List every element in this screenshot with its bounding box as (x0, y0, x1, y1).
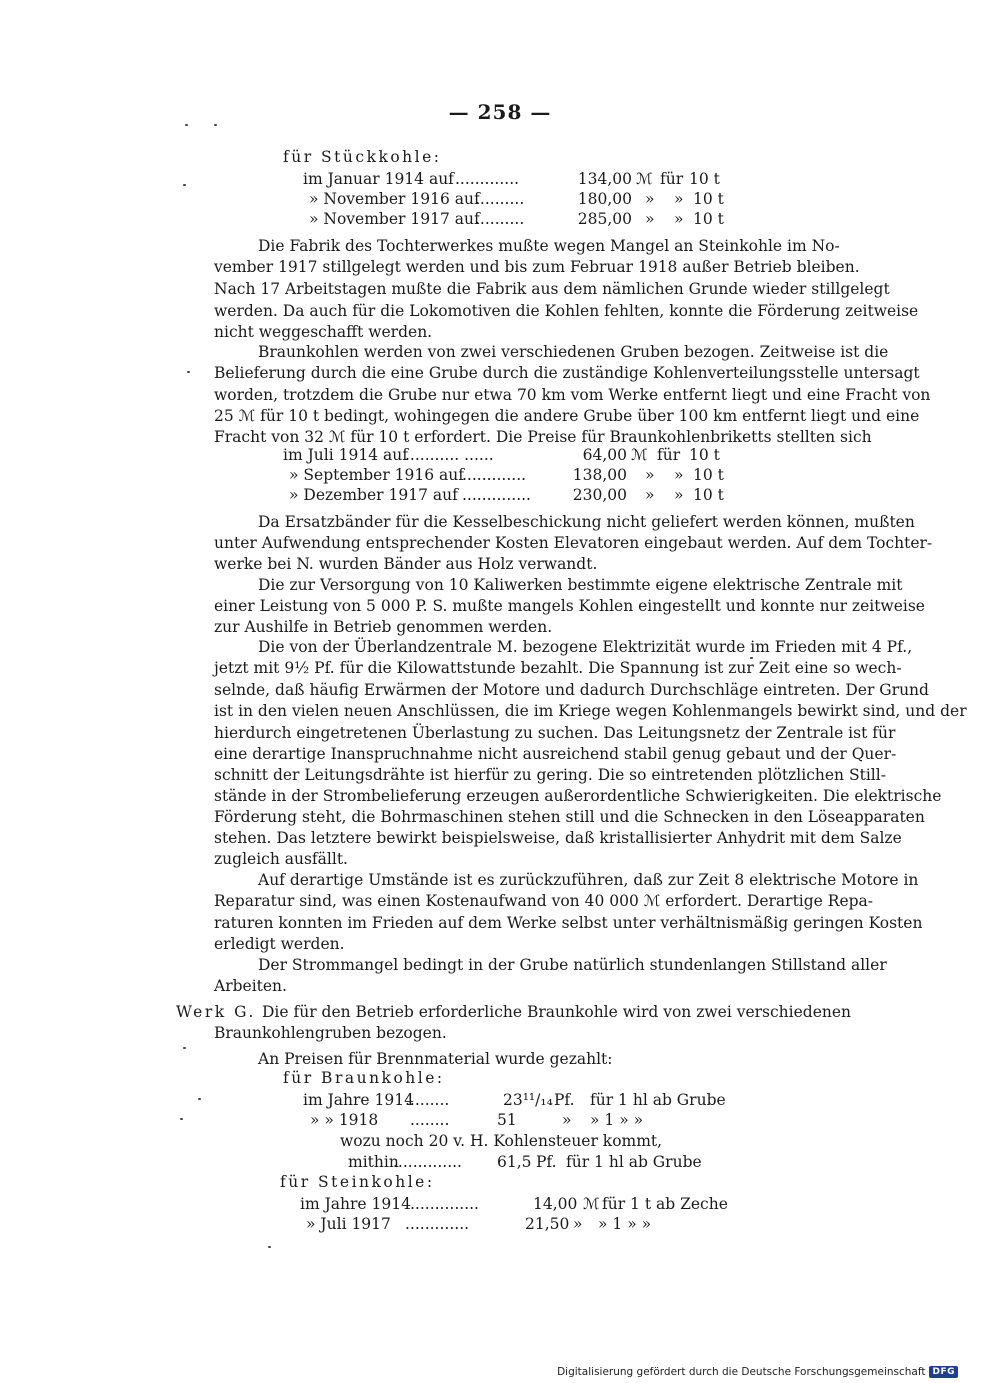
text-line: Braunkohlen werden von zwei verschiedenen Gruben bezogen. Zeitweise ist die (258, 343, 889, 361)
row-unit: » (645, 210, 655, 228)
text-line: zugleich ausfällt. (214, 850, 348, 868)
scan-speck (268, 1246, 271, 1248)
text-line: Förderung steht, die Bohrmaschinen stehen still und die Schnecken in den Löseapparaten (214, 808, 925, 826)
scan-speck (198, 1098, 201, 1100)
text-line: Die Fabrik des Tochterwerkes mußte wegen Mangel an Steinkohle im No- (258, 237, 840, 255)
table-row (0, 1152, 1000, 1172)
table-row (0, 465, 1000, 485)
row-rest: » 1 » » (590, 1111, 644, 1129)
row-leader: ............. (405, 1215, 470, 1233)
row-leader: .............. (410, 1195, 479, 1213)
row-fuer: » (674, 210, 684, 228)
row-label: im Juli 1914 auf (283, 446, 408, 464)
row-amount: 285,00 (577, 210, 632, 228)
row-qty: 10 t (689, 446, 720, 464)
scan-speck (187, 371, 190, 373)
row-unit: » (645, 486, 655, 504)
text-line: Fracht von 32 ℳ für 10 t erfordert. Die Preise für Braunkohlenbriketts stellten sich (214, 428, 872, 446)
text-line: unter Aufwendung entsprechender Kosten Elevatoren eingebaut werden. Auf dem Tochter- (214, 534, 933, 552)
row-amount: 138,00 (572, 466, 627, 484)
row-amount: 230,00 (572, 486, 627, 504)
table-row (0, 445, 1000, 465)
row-label: mithin (348, 1153, 399, 1171)
row-amount: 64,00 (582, 446, 627, 464)
row-qty: 10 t (689, 170, 720, 188)
text-line: Die zur Versorgung von 10 Kaliwerken bestimmte eigene elektrische Zentrale mit (258, 576, 903, 594)
row-unit: ℳ (636, 170, 653, 188)
text-line: werden. Da auch für die Lokomotiven die Kohlen fehlten, konnte die Förderung zeitweise (214, 302, 919, 320)
row-unit: » (573, 1215, 583, 1233)
row-leader: .......... (475, 210, 525, 228)
braunkohle-note: wozu noch 20 v. H. Kohlensteuer kommt, (340, 1132, 663, 1150)
row-leader: ......... (405, 1091, 450, 1109)
preise-intro: An Preisen für Brennmaterial wurde gezahlt: (258, 1050, 613, 1068)
table-row (0, 1194, 1000, 1214)
row-leader: ........ (410, 1111, 450, 1129)
row-fuer: » (674, 190, 684, 208)
row-qty: 10 t (693, 466, 724, 484)
scan-speck (180, 1118, 183, 1120)
row-qty: 10 t (693, 190, 724, 208)
row-unit: ℳ (631, 446, 648, 464)
scan-speck (750, 657, 753, 659)
row-rest: für 1 hl ab Grube (566, 1153, 702, 1171)
row-rest: für 1 hl ab Grube (590, 1091, 726, 1109)
stueckkohle-heading: für Stückkohle: (283, 148, 442, 166)
row-amount: 23¹¹/₁₄ (503, 1091, 553, 1109)
text-line: Auf derartige Umstände ist es zurückzuführen, daß zur Zeit 8 elektrische Motore in (258, 871, 919, 889)
row-qty: 10 t (693, 486, 724, 504)
text-line: Braunkohlengruben bezogen. (214, 1024, 447, 1042)
text-line: eine derartige Inanspruchnahme nicht ausreichend stabil genug gebaut und der Quer- (214, 745, 897, 763)
text-line: Die für den Betrieb erforderliche Braunkohle wird von zwei verschiedenen (262, 1003, 852, 1021)
row-amount: 14,00 (533, 1195, 578, 1213)
text-line: jetzt mit 9½ Pf. für die Kilowattstunde bezahlt. Die Spannung ist zur Zeit eine so wech- (214, 659, 902, 677)
row-leader: ............. (455, 170, 520, 188)
row-label: » Dezember 1917 auf (289, 486, 458, 504)
table-row (0, 209, 1000, 229)
row-rest: » 1 » » (598, 1215, 652, 1233)
scan-speck (183, 184, 186, 186)
table-row (0, 1214, 1000, 1234)
row-fuer: » (674, 466, 684, 484)
scan-speck (183, 1047, 186, 1049)
text-line: werke bei N. wurden Bänder aus Holz verwandt. (214, 555, 598, 573)
footer-text: Digitalisierung gefördert durch die Deutsche Forschungsgemeinschaft (557, 1366, 926, 1378)
row-label: im Jahre 1914 (300, 1195, 411, 1213)
row-unit: Pf. (536, 1153, 557, 1171)
row-unit: » (645, 466, 655, 484)
scan-speck (214, 124, 217, 126)
text-line: hierdurch eingetretenen Überlastung zu suchen. Das Leitungsnetz der Zentrale ist für (214, 724, 896, 742)
braunkohle-heading: für Braunkohle: (283, 1069, 445, 1087)
row-amount: 51 (497, 1111, 517, 1129)
text-line: Da Ersatzbänder für die Kesselbeschickung nicht geliefert werden können, mußten (258, 513, 915, 531)
text-line: zur Aushilfe in Betrieb genommen werden. (214, 618, 553, 636)
row-rest: für 1 t ab Zeche (602, 1195, 728, 1213)
text-line: nicht weggeschafft werden. (214, 323, 433, 341)
scan-speck (185, 124, 188, 126)
row-label: » November 1916 auf (309, 190, 480, 208)
row-label: » November 1917 auf (309, 210, 480, 228)
row-label: » » 1918 (310, 1111, 379, 1129)
row-label: im Januar 1914 auf (303, 170, 454, 188)
row-leader: .......... (475, 190, 525, 208)
dfg-logo: DFG (929, 1366, 958, 1378)
text-line: Nach 17 Arbeitstagen mußte die Fabrik aus dem nämlichen Grunde wieder stillgelegt (214, 280, 890, 298)
text-line: 25 ℳ für 10 t bedingt, wohingegen die andere Grube über 100 km entfernt liegt und eine (214, 407, 920, 425)
text-line: worden, trotzdem die Grube nur etwa 70 km vom Werke entfernt liegt und eine Fracht von (214, 386, 931, 404)
text-line: ist in den vielen neuen Anschlüssen, die im Kriege wegen Kohlenmangels bewirkt sind, und der (214, 702, 967, 720)
text-line: Reparatur sind, was einen Kostenaufwand von 40 000 ℳ erfordert. Derartige Repa- (214, 892, 874, 910)
row-amount: 21,50 (525, 1215, 570, 1233)
text-line: erledigt werden. (214, 935, 345, 953)
steinkohle-heading: für Steinkohle: (280, 1173, 435, 1191)
text-line: vember 1917 stillgelegt werden und bis zum Februar 1918 außer Betrieb bleiben. (214, 258, 860, 276)
row-amount: 61,5 (497, 1153, 532, 1171)
text-line: stehen. Das letztere bewirkt beispielsweise, daß kristallisierter Anhydrit mit dem Salze (214, 829, 902, 847)
row-fuer: » (674, 486, 684, 504)
row-unit: Pf. (554, 1091, 575, 1109)
row-qty: 10 t (693, 210, 724, 228)
row-leader: .............. (462, 486, 531, 504)
text-line: selnde, daß häufig Erwärmen der Motore und dadurch Durchschläge eintreten. Der Grund (214, 681, 929, 699)
table-row (0, 1110, 1000, 1130)
row-leader: .............. (393, 1153, 462, 1171)
row-amount: 134,00 (577, 170, 632, 188)
text-line: Arbeiten. (214, 977, 287, 995)
text-line: Belieferung durch die eine Grube durch die zuständige Kohlenverteilungsstelle untersagt (214, 364, 920, 382)
row-unit: » (562, 1111, 572, 1129)
text-line: Der Strommangel bedingt in der Grube natürlich stundenlangen Stillstand aller (258, 956, 887, 974)
table-row (0, 485, 1000, 505)
table-row (0, 1090, 1000, 1110)
text-line: stände in der Strombelieferung erzeugen außerordentliche Schwierigkeiten. Die elektrische (214, 787, 942, 805)
row-label: » September 1916 auf (289, 466, 464, 484)
row-label: im Jahre 1914 (303, 1091, 414, 1109)
footer-credit (557, 1366, 958, 1378)
text-line: einer Leistung von 5 000 P. S. mußte mangels Kohlen eingestellt und konnte nur zeitweise (214, 597, 925, 615)
row-unit: ℳ (583, 1195, 600, 1213)
row-leader: ........... ...... (405, 446, 494, 464)
text-line: raturen konnten im Frieden auf dem Werke selbst unter verhältnismäßig geringen Kosten (214, 914, 923, 932)
row-fuer: für (657, 446, 681, 464)
row-leader: ............. (462, 466, 527, 484)
table-row (0, 189, 1000, 209)
werk-g-lead: Werk G. (176, 1003, 256, 1021)
row-fuer: für (660, 170, 684, 188)
table-row (0, 169, 1000, 189)
row-unit: » (645, 190, 655, 208)
text-line: schnitt der Leitungsdrähte ist hierfür zu gering. Die so eintretenden plötzlichen Still- (214, 766, 886, 784)
row-label: » Juli 1917 (306, 1215, 391, 1233)
row-amount: 180,00 (577, 190, 632, 208)
page-number: — 258 — (448, 100, 552, 124)
text-line: Die von der Überlandzentrale M. bezogene Elektrizität wurde im Frieden mit 4 Pf., (258, 638, 913, 656)
